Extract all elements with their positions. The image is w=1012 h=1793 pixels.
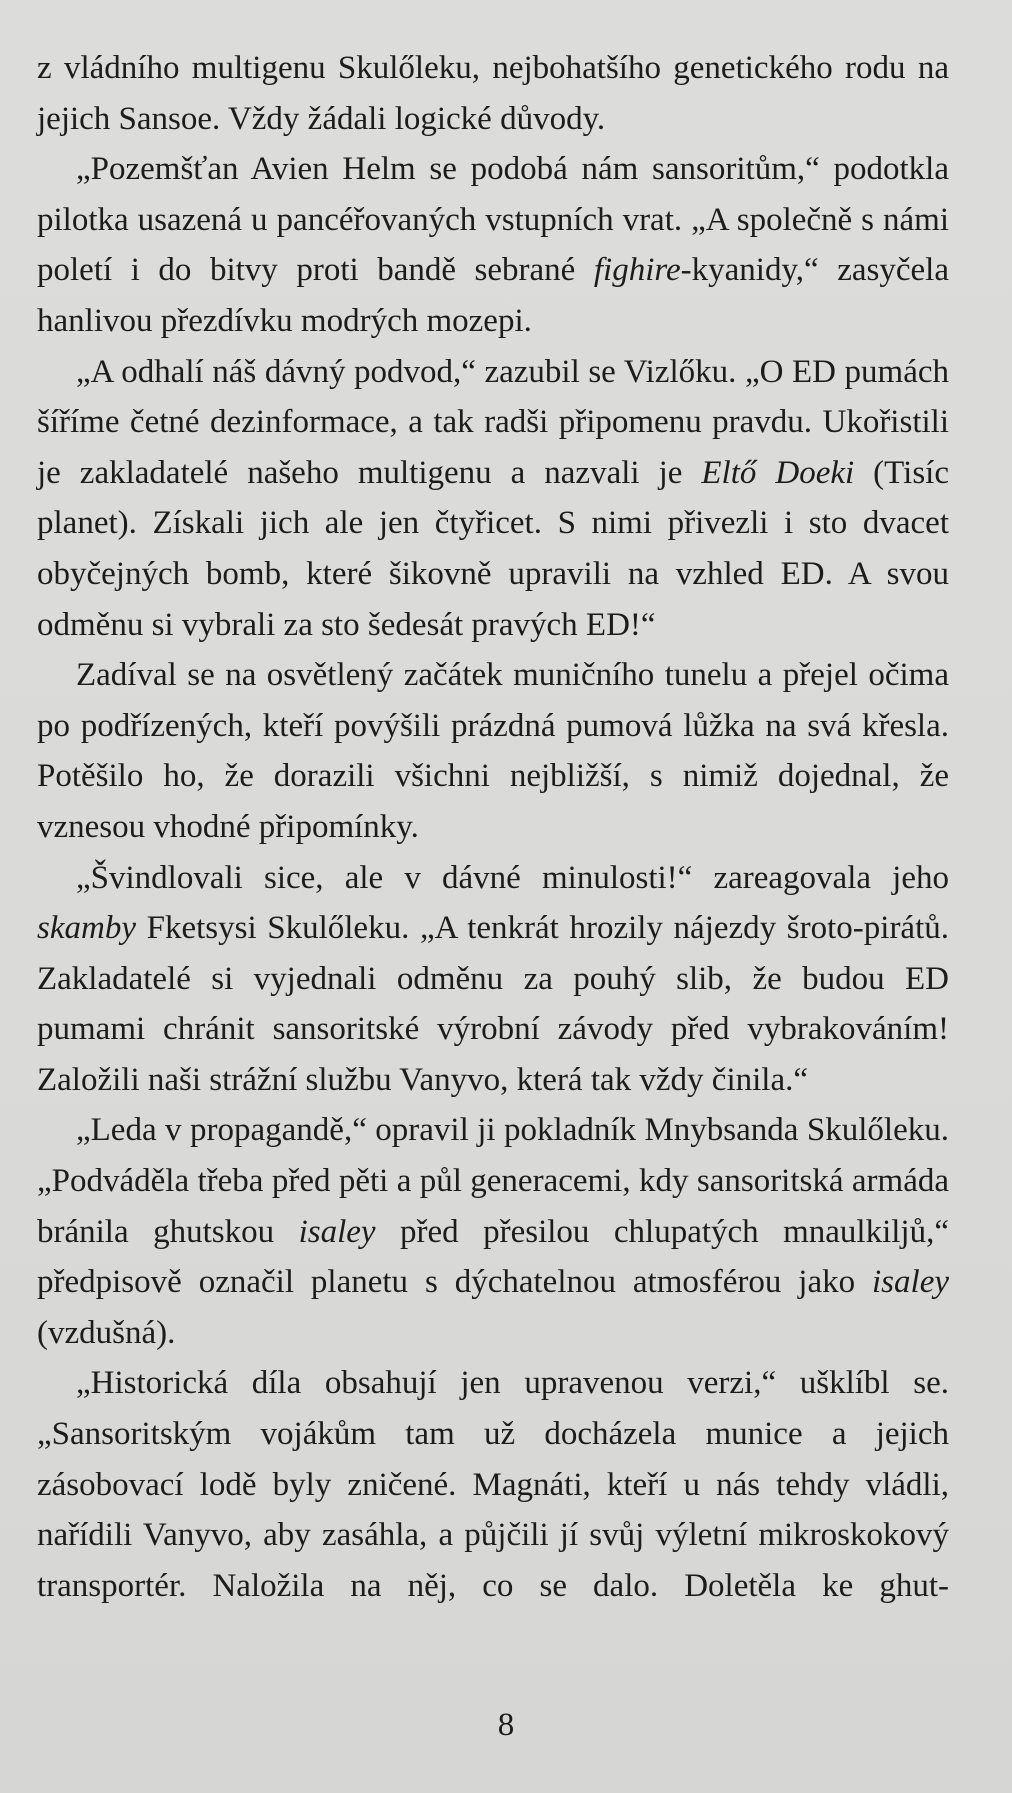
paragraph-1: z vládního multigenu Skulőleku, nejbohatšího genetického rodu na jejich Sansoe. Vždy žádali logické důvody. xyxy=(37,50,949,137)
paragraph-4: Zadíval se na osvětlený začátek muničního tunelu a přejel očima po podřízených, kteří povýšili prázdná pumová lůžka na svá křesla. Potěšilo ho, že dorazili všichni nejbližší, s nimiž dojednal, že vznesou vhodné připomínky. xyxy=(37,657,949,845)
paragraph-3: „A odhalí náš dávný podvod,“ zazubil se Vizlőku. „O ED pumách šíříme četné dezinformace, a tak radši připomenu pravdu. Ukořistili je zakladatelé našeho multigenu a nazvali je Eltő Doeki (Tisíc planet). Získali jich ale jen čtyřicet. S nimi přivezli i sto dvacet obyčejných bomb, které šikovně upravili na vzhled ED. A svou odměnu si vybrali za sto šedesát pravých ED!“ xyxy=(37,353,949,643)
italic-term-isaley: isaley xyxy=(298,1213,376,1250)
italic-term-skamby: skamby xyxy=(37,910,136,947)
paragraph-6: „Leda v propagandě,“ opravil ji pokladník Mnybsanda Skulőleku. „Podváděla třeba před pěti a půl generacemi, kdy sansoritská armáda bránila ghutskou isaley před přesilou chlupatých mnaulkiljů,“ předpisově označil planetu s dýchatelnou atmosférou jako isaley (vzdušná). xyxy=(37,1112,949,1351)
italic-term-fighire: fighire xyxy=(593,252,681,289)
italic-term-elto-doeki: Eltő Doeki xyxy=(701,454,855,491)
paragraph-2: „Pozemšťan Avien Helm se podobá nám sansoritům,“ podotkla pilotka usazená u pancéřovaných vstupních vrat. „A společně s námi poletí i do bitvy proti bandě sebrané fighire-kyanidy,“ zasyčela hanlivou přezdívku modrých mozepi. xyxy=(37,151,949,339)
paragraph-5: „Švindlovali sice, ale v dávné minulosti!“ zareagovala jeho skamby Fketsysi Skulőleku. „A tenkrát hrozily nájezdy šroto-pirátů. Zakladatelé si vyjednali odměnu za pouhý slib, že budou ED pumami chránit sansoritské výrobní závody před vybrakováním! Založili naši strážní službu Vanyvo, která tak vždy činila.“ xyxy=(37,859,949,1098)
page-number: 8 xyxy=(497,1707,515,1743)
italic-term-isaley: isaley xyxy=(872,1264,949,1301)
paragraph-7: „Historická díla obsahují jen upravenou verzi,“ ušklíbl se. „Sansoritským vojákům tam už docházela munice a jejich zásobovací lodě byly zničené. Magnáti, kteří u nás tehdy vládli, nařídili Vanyvo, aby zasáhla, a půjčili jí svůj výletní mikroskokový transportér. Naložila na něj, co se dalo. Doletěla ke ghut- xyxy=(37,1365,949,1604)
body-text xyxy=(37,43,949,1611)
